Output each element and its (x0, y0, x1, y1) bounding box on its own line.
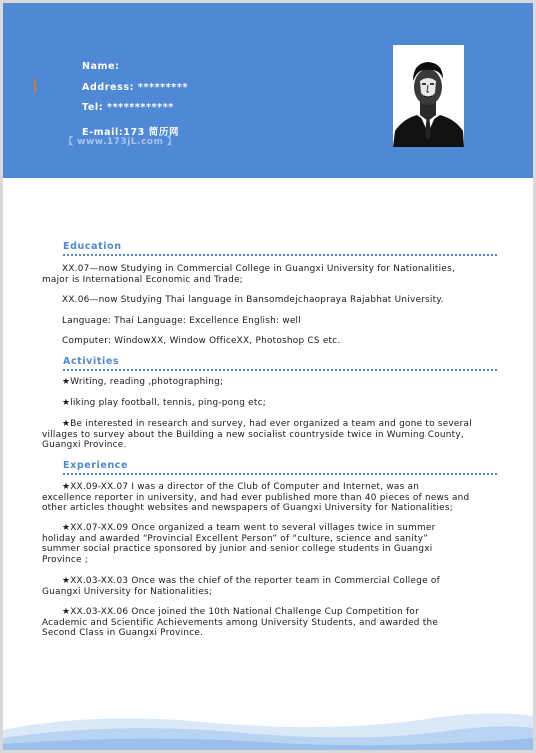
profile-photo (393, 45, 464, 147)
section-title-experience: Experience (63, 460, 129, 471)
education-item: XX.06—now Studying Thai language in Bansomdejchaopraya Rajabhat University. (62, 295, 444, 305)
section-divider (63, 254, 497, 256)
education-item: XX.07—now Studying in Commercial College in Guangxi University for Nationalities, major is International Economic and Trade; (42, 264, 456, 285)
text-cursor (34, 79, 36, 93)
portrait-image (393, 45, 464, 147)
activity-item: ★Writing, reading ,photographing; (62, 377, 224, 387)
address-line: Address: ********* (82, 82, 189, 93)
experience-item: ★XX.03-XX.03 Once was the chief of the reporter team in Commercial College of Guangxi University for Nationalities; (42, 576, 440, 597)
header-banner (3, 3, 533, 178)
experience-item: ★XX.09-XX.07 I was a director of the Club of Computer and Internet, was an excellence reporter in university, and had ever published more than 40 pieces of news and other articles thought websites and newspapers of Guangxi University for Nationalities; (42, 482, 470, 514)
education-item: Computer: WindowXX, Window OfficeXX, Photoshop CS etc. (62, 336, 341, 346)
activity-item: ★Be interested in research and survey, had ever organized a team and gone to several villages to survey about the Building a new socialist countryside twice in Wuming County, Guangxi Province. (42, 419, 472, 451)
email-line: E-mail:173 简历网 (82, 127, 180, 138)
activity-item: ★liking play football, tennis, ping-pong etc; (62, 398, 266, 408)
section-divider (63, 473, 497, 475)
website-watermark: 【 www.173jL.com 】 (64, 137, 177, 147)
name-line: Name: (82, 61, 120, 72)
footer-wave-decoration (3, 700, 533, 750)
section-divider (63, 369, 497, 371)
section-title-activities: Activities (63, 356, 120, 367)
experience-item: ★XX.07-XX.09 Once organized a team went to several villages twice in summer holiday and awarded “Provincial Excellent Person” of “culture, science and sanity” summer social practice sponsored by junior and senior college students in Guangxi Province ; (42, 523, 436, 565)
education-item: Language: Thai Language: Excellence English: well (62, 316, 301, 326)
experience-item: ★XX.03-XX.06 Once joined the 10th National Challenge Cup Competition for Academic and Scientific Achievements among University Students, and awarded the Second Class in Guangxi Province. (42, 607, 439, 639)
resume-page (3, 3, 533, 750)
section-title-education: Education (63, 241, 122, 252)
tel-line: Tel: ************ (82, 102, 174, 113)
